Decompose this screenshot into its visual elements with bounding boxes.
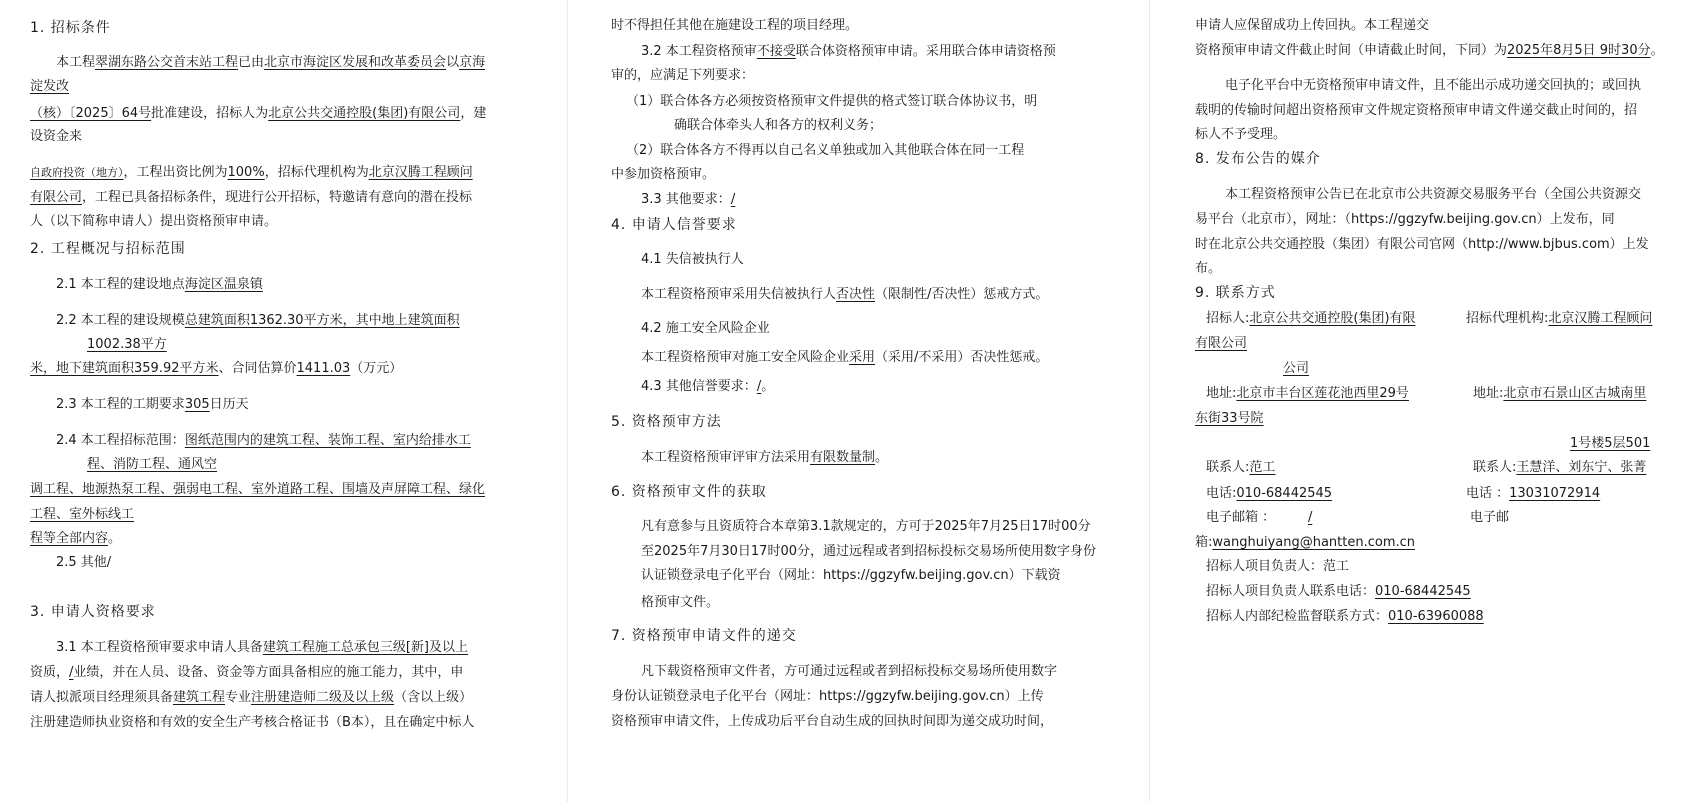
column-3 [1149,0,1690,802]
paragraph-line: 布。 [1195,261,1222,276]
paragraph-line: 资质，/业绩，并在人员、设备、资金等方面具备相应的施工能力，其中，申 [30,665,464,680]
paragraph-line: 1号楼5层501 [1570,436,1651,451]
paragraph-line: 资格预审申请文件，上传成功后平台自动生成的回执时间即为递交成功时间， [611,714,1054,729]
paragraph-line: 自政府投资（地方），工程出资比例为100%，招标代理机构为北京汉腾工程顾问 [30,165,473,180]
tenderer-address: 地址:北京市丰台区莲花池西里29号 [1206,386,1409,401]
paragraph-line: 程、消防工程、通风空 [87,457,218,472]
agency-email-label: 电子邮 [1470,510,1510,525]
agency-address: 地址:北京市石景山区古城南里 [1473,386,1647,401]
section-6-title: 6. 资格预审文件的获取 [611,484,767,500]
agency-contact: 联系人:王慧洋、刘东宁、张菁 [1473,460,1647,475]
paragraph-line: 身份认证锁登录电子化平台（网址：https://ggzyfw.beijing.gov.cn）上传 [611,689,1044,704]
paragraph-line: 时不得担任其他在施建设工程的项目经理。 [611,18,859,33]
item-2-5: 2.5 其他/ [56,555,112,570]
agency-phone: 电话 ：13031072914 [1466,486,1601,501]
column-1 [0,0,567,802]
column-2 [567,0,1149,802]
supervision-contact: 招标人内部纪检监督联系方式：010-63960088 [1206,609,1484,624]
paragraph-line: （1）联合体各方必须按资格预审文件提供的格式签订联合体协议书，明 [626,94,1038,109]
paragraph-line: 本工程资格预审公告已在北京市公共资源交易服务平台（全国公共资源交 [1225,187,1642,202]
paragraph-line: 审的，应满足下列要求： [611,68,755,83]
paragraph-line: 设资金来 [30,129,83,144]
tenderer-email: 电子邮箱 ： / [1206,510,1313,525]
paragraph-line: 本工程资格预审评审方法采用有限数量制。 [641,450,889,465]
paragraph-line: 淀发改 [30,79,70,94]
paragraph-line: 东街33号院 [1195,411,1264,426]
paragraph-line: 凡下载资格预审文件者，方可通过远程或者到招标投标交易场所使用数字 [641,664,1058,679]
section-2-title: 2. 工程概况与招标范围 [30,241,186,257]
paragraph-line: 工程、室外标线工 [30,507,135,522]
tenderer-phone: 电话:010-68442545 [1206,486,1333,501]
paragraph-line: 易平台（北京市），网址：（https://ggzyfw.beijing.gov.cn）上发布，同 [1195,212,1615,227]
tenderer: 招标人:北京公共交通控股(集团)有限 [1206,311,1416,326]
section-9-title: 9. 联系方式 [1195,285,1276,301]
item-2-1: 2.1 本工程的建设地点海淀区温泉镇 [56,277,263,292]
paragraph-line: 中参加资格预审。 [611,167,716,182]
item-2-4: 2.4 本工程招标范围：图纸范围内的建筑工程、装饰工程、室内给排水工 [56,433,471,448]
item-3-3: 3.3 其他要求：/ [641,192,736,207]
section-8-title: 8. 发布公告的媒介 [1195,151,1321,167]
tenderer-contact: 联系人:范工 [1206,460,1276,475]
item-2-2: 2.2 本工程的建设规模总建筑面积1362.30平方米，其中地上建筑面积 [56,313,460,328]
paragraph-line: 凡有意参与且资质符合本章第3.1款规定的，方可于2025年7月25日17时00分 [641,519,1091,534]
paragraph-line: 调工程、地源热泵工程、强弱电工程、室外道路工程、围墙及声屏障工程、绿化 [30,482,486,497]
project-manager-phone: 招标人项目负责人联系电话：010-68442545 [1206,584,1471,599]
paragraph-line: 请人拟派项目经理须具备建筑工程专业注册建造师二级及以上级（含以上级） [30,690,473,705]
section-4-title: 4. 申请人信誉要求 [611,217,737,233]
section-1-title: 1. 招标条件 [30,20,111,36]
paragraph-line: 1002.38平方 [87,337,167,352]
agency: 招标代理机构:北京汉腾工程顾问 [1466,311,1653,326]
item-3-1: 3.1 本工程资格预审要求申请人具备建筑工程施工总承包三级[新]及以上 [56,640,468,655]
paragraph-line: 人（以下简称申请人）提出资格预审申请。 [30,214,278,229]
paragraph-line: 载明的传输时间超出资格预审文件规定资格预审申请文件递交截止时间的，招 [1195,103,1638,118]
paragraph-line: （核）〔2025〕64号批准建设，招标人为北京公共交通控股(集团)有限公司，建 [30,106,487,121]
item-4-3: 4.3 其他信誉要求：/。 [641,379,775,394]
agency-email: 箱:wanghuiyang@hantten.com.cn [1195,535,1416,550]
paragraph-line: 本工程资格预审对施工安全风险企业采用（采用/不采用）否决性惩戒。 [641,350,1049,365]
paragraph-line: 米，地下建筑面积359.92平方米、合同估算价1411.03（万元） [30,361,403,376]
section-3-title: 3. 申请人资格要求 [30,604,156,620]
paragraph-line: 电子化平台中无资格预审申请文件，且不能出示成功递交回执的；或回执 [1225,78,1642,93]
paragraph-line: 标人不予受理。 [1195,127,1287,142]
paragraph-line: （2）联合体各方不得再以自己名义单独或加入其他联合体在同一工程 [626,143,1025,158]
item-4-2: 4.2 施工安全风险企业 [641,321,770,336]
paragraph-line: 有限公司，工程已具备招标条件，现进行公开招标，特邀请有意向的潜在投标 [30,190,473,205]
item-3-2: 3.2 本工程资格预审不接受联合体资格预审申请。采用联合体申请资格预 [641,44,1056,59]
paragraph-line: 本工程翠湖东路公交首末站工程已由北京市海淀区发展和改革委员会以京海 [56,55,486,70]
paragraph-line: 资格预审申请文件截止时间（申请截止时间，下同）为2025年8月5日 9时30分。 [1195,43,1664,58]
paragraph-line: 本工程资格预审采用失信被执行人否决性（限制性/否决性）惩戒方式。 [641,287,1049,302]
item-2-3: 2.3 本工程的工期要求305日历天 [56,397,249,412]
project-manager: 招标人项目负责人：范工 [1206,559,1350,574]
paragraph-line: 公司 [1283,361,1310,376]
paragraph-line: 确联合体牵头人和各方的权利义务； [674,118,883,133]
item-4-1: 4.1 失信被执行人 [641,252,744,267]
paragraph-line: 申请人应保留成功上传回执。本工程递交 [1195,18,1430,33]
section-7-title: 7. 资格预审申请文件的递交 [611,628,797,644]
paragraph-line: 至2025年7月30日17时00分，通过远程或者到招标投标交易场所使用数字身份 [641,544,1096,559]
paragraph-line: 时在北京公共交通控股（集团）有限公司官网（http://www.bjbus.com）上发 [1195,237,1649,252]
paragraph-line: 认证锁登录电子化平台（网址：https://ggzyfw.beijing.gov.cn）下载资 [641,568,1061,583]
section-5-title: 5. 资格预审方法 [611,414,722,430]
paragraph-line: 注册建造师执业资格和有效的安全生产考核合格证书（B本），且在确定中标人 [30,715,475,730]
paragraph-line: 程等全部内容。 [30,531,122,546]
paragraph-line: 有限公司 [1195,336,1248,351]
paragraph-line: 格预审文件。 [641,595,720,610]
